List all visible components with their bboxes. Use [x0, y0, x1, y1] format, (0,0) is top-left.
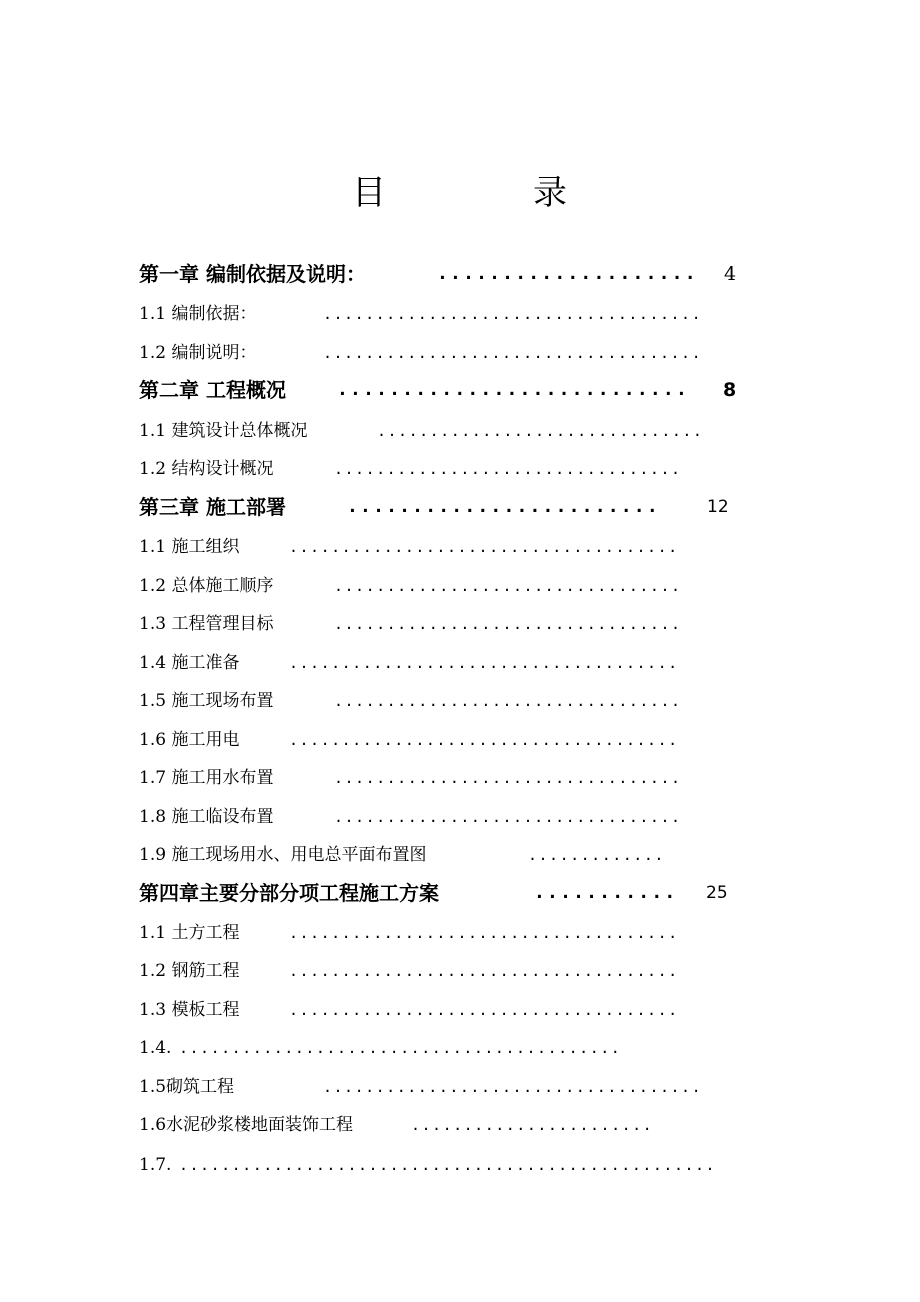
- toc-page-number: 12: [707, 497, 729, 517]
- toc-section-label: 1.2 钢筋工程: [139, 961, 240, 981]
- toc-leader-dots: ...........: [534, 882, 678, 903]
- toc-section-label: 1.6 施工用电: [139, 730, 240, 750]
- toc-section-label: 1.5 施工现场布置: [139, 691, 274, 711]
- toc-section-label: 1.2 总体施工顺序: [139, 576, 274, 596]
- toc-leader-dots: .................................: [334, 460, 682, 478]
- toc-leader-dots: ........................: [347, 496, 660, 517]
- toc-leader-dots: .......................: [411, 1116, 654, 1134]
- toc-leader-dots: ....................: [437, 263, 698, 284]
- toc-leader-dots: .............: [528, 846, 665, 864]
- toc-leader-dots: .................................: [334, 577, 682, 595]
- toc-leader-dots: ....................................: [323, 344, 703, 362]
- toc-leader-dots: .....................................: [289, 924, 679, 942]
- toc-section-label: 1.9 施工现场用水、用电总平面布置图: [139, 845, 427, 865]
- toc-leader-dots: .....................................: [289, 654, 679, 672]
- toc-leader-dots: ...........................: [337, 379, 689, 400]
- toc-chapter-label: 第二章 工程概况: [139, 378, 286, 402]
- toc-section-label: 1.1 施工组织: [139, 537, 240, 557]
- toc-page-number: 25: [706, 883, 728, 903]
- toc-leader-dots: ....................................: [323, 305, 703, 323]
- toc-section-label: 1.6水泥砂浆楼地面装饰工程: [139, 1115, 354, 1135]
- toc-section-label: 1.2 结构设计概况: [139, 459, 274, 479]
- toc-leader-dots: .................................: [334, 692, 682, 710]
- toc-section-label: 1.4.: [139, 1038, 172, 1058]
- toc-title-char-2: 录: [533, 173, 567, 213]
- toc-leader-dots: .................................: [334, 808, 682, 826]
- toc-section-label: 1.8 施工临设布置: [139, 807, 274, 827]
- toc-section-label: 1.1 土方工程: [139, 923, 240, 943]
- toc-leader-dots: ....................................: [323, 1078, 703, 1096]
- toc-section-label: 1.3 工程管理目标: [139, 614, 274, 634]
- toc-leader-dots: ...............................: [377, 422, 704, 440]
- toc-section-label: 1.3 模板工程: [139, 1000, 240, 1020]
- toc-leader-dots: ...................................................: [179, 1156, 717, 1174]
- toc-chapter-label: 第一章 编制依据及说明：: [139, 262, 366, 286]
- toc-section-label: 1.7.: [139, 1155, 172, 1175]
- toc-section-label: 1.1 编制依据：: [139, 304, 257, 324]
- toc-chapter-label: 第三章 施工部署: [139, 495, 286, 519]
- toc-section-label: 1.4 施工准备: [139, 653, 240, 673]
- toc-section-label: 1.5砌筑工程: [139, 1077, 235, 1097]
- toc-leader-dots: .....................................: [289, 731, 679, 749]
- toc-leader-dots: .....................................: [289, 538, 679, 556]
- toc-leader-dots: .................................: [334, 615, 682, 633]
- toc-section-label: 1.1 建筑设计总体概况: [139, 421, 308, 441]
- toc-section-label: 1.2 编制说明：: [139, 343, 257, 363]
- toc-chapter-label: 第四章主要分部分项工程施工方案: [139, 881, 439, 905]
- toc-leader-dots: .....................................: [289, 1001, 679, 1019]
- toc-leader-dots: ..........................................: [179, 1039, 622, 1057]
- toc-leader-dots: .....................................: [289, 962, 679, 980]
- toc-page-number: 4: [724, 263, 737, 285]
- toc-leader-dots: .................................: [334, 769, 682, 787]
- toc-title-char-1: 目: [352, 173, 386, 213]
- toc-title: [0, 168, 920, 218]
- toc-section-label: 1.7 施工用水布置: [139, 768, 274, 788]
- toc-page-number: 8: [723, 379, 737, 401]
